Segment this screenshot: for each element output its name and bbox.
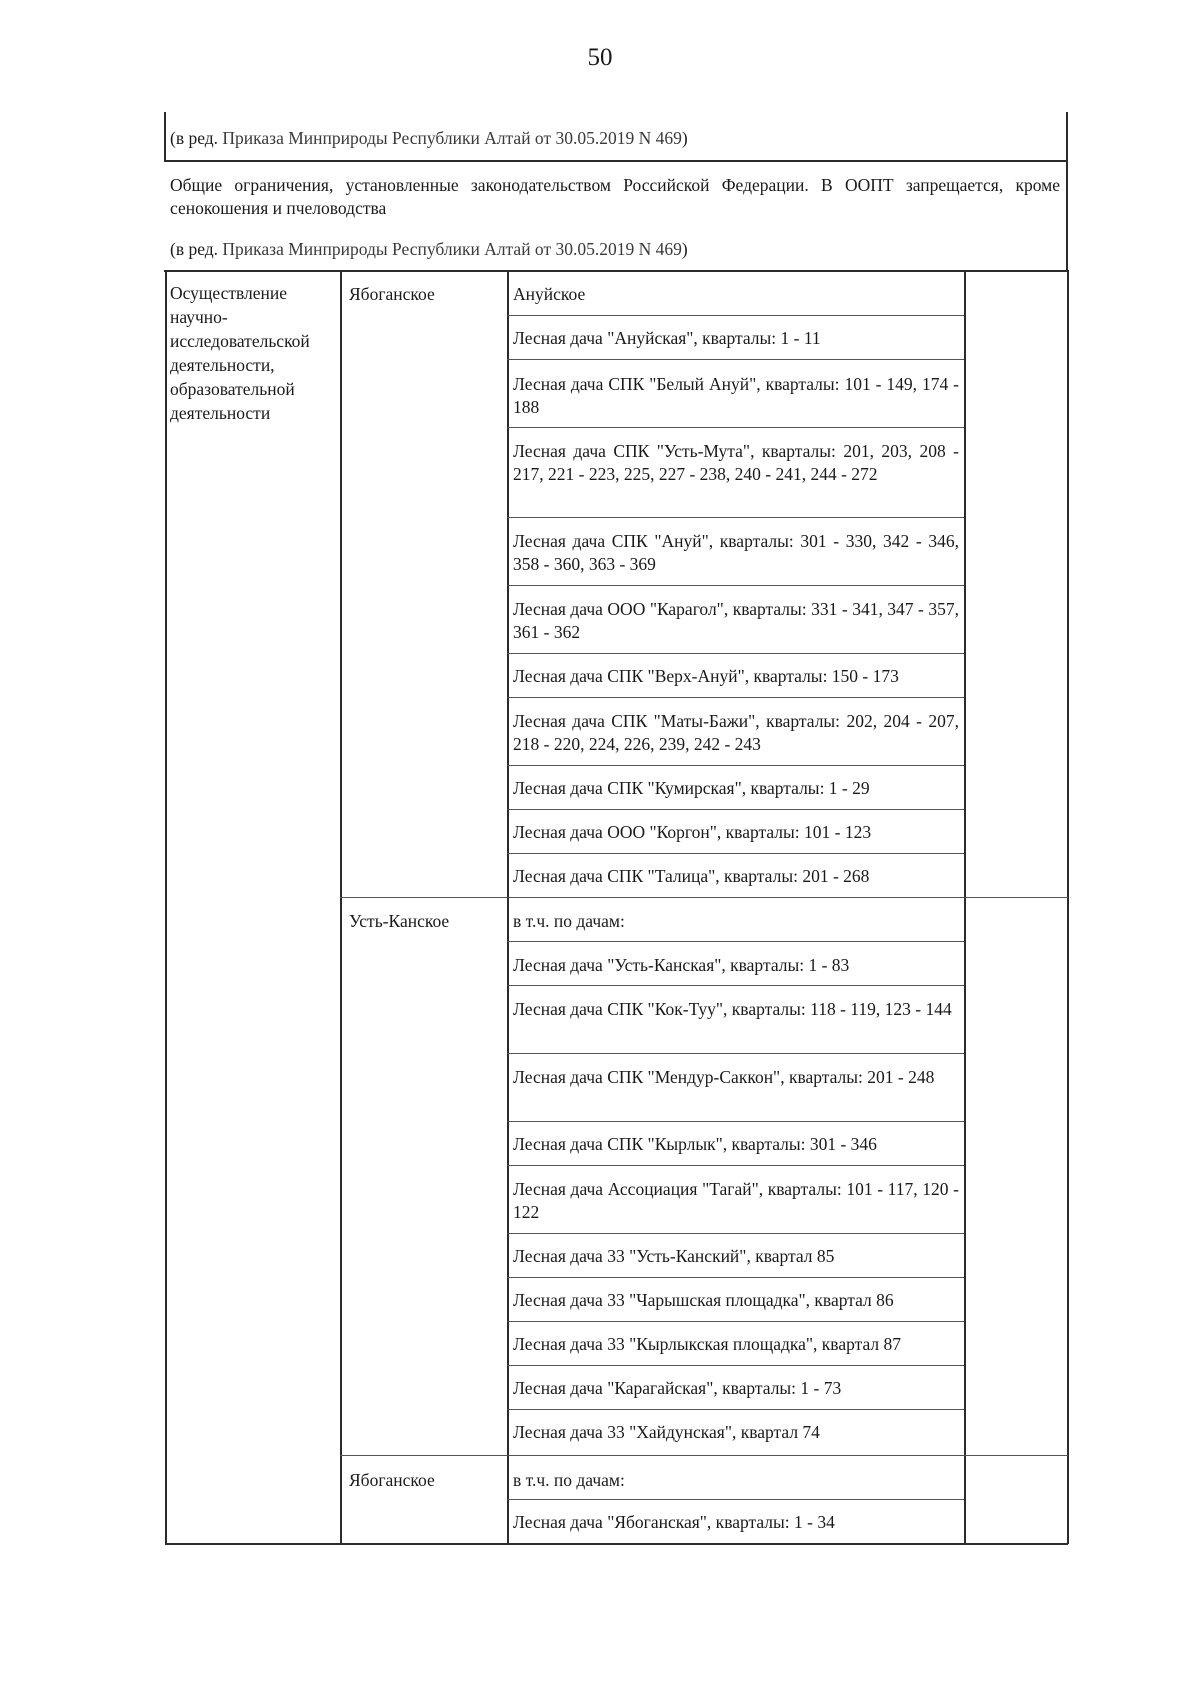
order-link[interactable]: Приказа Минприроды Республики Алтай от 30.05.2019 N 469 [222, 239, 682, 259]
table-cell: Лесная дача СПК "Кумирская", кварталы: 1 - 29 [513, 778, 870, 798]
order-link[interactable]: Приказа Минприроды Республики Алтай от 30.05.2019 N 469 [222, 128, 682, 148]
table-cell: Лесная дача СПК "Мендур-Саккон", кварталы: 201 - 248 [513, 1067, 935, 1087]
table-cell: Лесная дача СПК "Талица", кварталы: 201 - 268 [513, 866, 870, 886]
table-cell: Лесная дача СПК "Ануй", кварталы: 301 - 330, 342 - 346, 358 - 360, 363 - 369 [513, 531, 959, 574]
table-cell: Лесная дача "Ябоганская", кварталы: 1 - 34 [513, 1512, 835, 1532]
general-restrictions-edit-note [170, 238, 1060, 261]
table-cell: Лесная дача Ассоциация "Тагай", кварталы: 101 - 117, 120 - 122 [513, 1179, 959, 1222]
table-cell: в т.ч. по дачам: [513, 911, 625, 931]
table-cell: в т.ч. по дачам: [513, 1470, 625, 1490]
edit-note-prefix: (в ред. [170, 239, 223, 259]
edit-note-suffix: ) [681, 128, 688, 148]
table-cell: Лесная дача СПК "Маты-Бажи", кварталы: 202, 204 - 207, 218 - 220, 224, 226, 239, 242 - 243 [513, 711, 959, 754]
table-cell: Лесная дача ООО "Карагол", кварталы: 331 - 341, 347 - 357, 361 - 362 [513, 599, 959, 642]
activity-cell: Осуществление научно-исследовательской деятельности, образовательной деятельности [170, 283, 310, 423]
general-restrictions-text: Общие ограничения, установленные законодательством Российской Федерации. В ООПТ запрещается, кроме сенокошения и пчеловодства [170, 175, 1060, 218]
table-cell: Лесная дача "Карагайская", кварталы: 1 - 73 [513, 1378, 842, 1398]
edit-note-suffix: ) [681, 239, 688, 259]
table-cell: Лесная дача 33 "Чарышская площадка", квартал 86 [513, 1290, 894, 1310]
edit-note [170, 127, 1060, 150]
edit-note-prefix: (в ред. [170, 128, 223, 148]
table-cell: Лесная дача 33 "Кырлыкская площадка", квартал 87 [513, 1334, 902, 1354]
table-cell: Лесная дача СПК "Верх-Ануй", кварталы: 150 - 173 [513, 666, 899, 686]
table-cell: Лесная дача СПК "Белый Ануй", кварталы: 101 - 149, 174 - 188 [513, 374, 959, 417]
table-cell: Лесная дача 33 "Усть-Канский", квартал 85 [513, 1246, 835, 1266]
table-cell: Лесная дача "Ануйская", кварталы: 1 - 11 [513, 328, 821, 348]
table-cell: Лесная дача СПК "Кок-Туу", кварталы: 118 - 119, 123 - 144 [513, 999, 952, 1019]
district-name: Ябоганское [349, 284, 435, 304]
table-cell: Лесная дача "Усть-Канская", кварталы: 1 - 83 [513, 955, 850, 975]
table-cell: Лесная дача ООО "Коргон", кварталы: 101 - 123 [513, 822, 872, 842]
table-cell: Лесная дача 33 "Хайдунская", квартал 74 [513, 1422, 820, 1442]
page-number: 50 [587, 44, 613, 71]
table-cell: Ануйское [513, 284, 586, 304]
table-cell: Лесная дача СПК "Усть-Мута", кварталы: 201, 203, 208 - 217, 221 - 223, 225, 227 - 238, 240 - 241, 244 - 272 [513, 441, 959, 484]
table-cell: Лесная дача СПК "Кырлык", кварталы: 301 - 346 [513, 1134, 877, 1154]
district-name: Ябоганское [349, 1470, 435, 1490]
district-name: Усть-Канское [349, 911, 450, 931]
